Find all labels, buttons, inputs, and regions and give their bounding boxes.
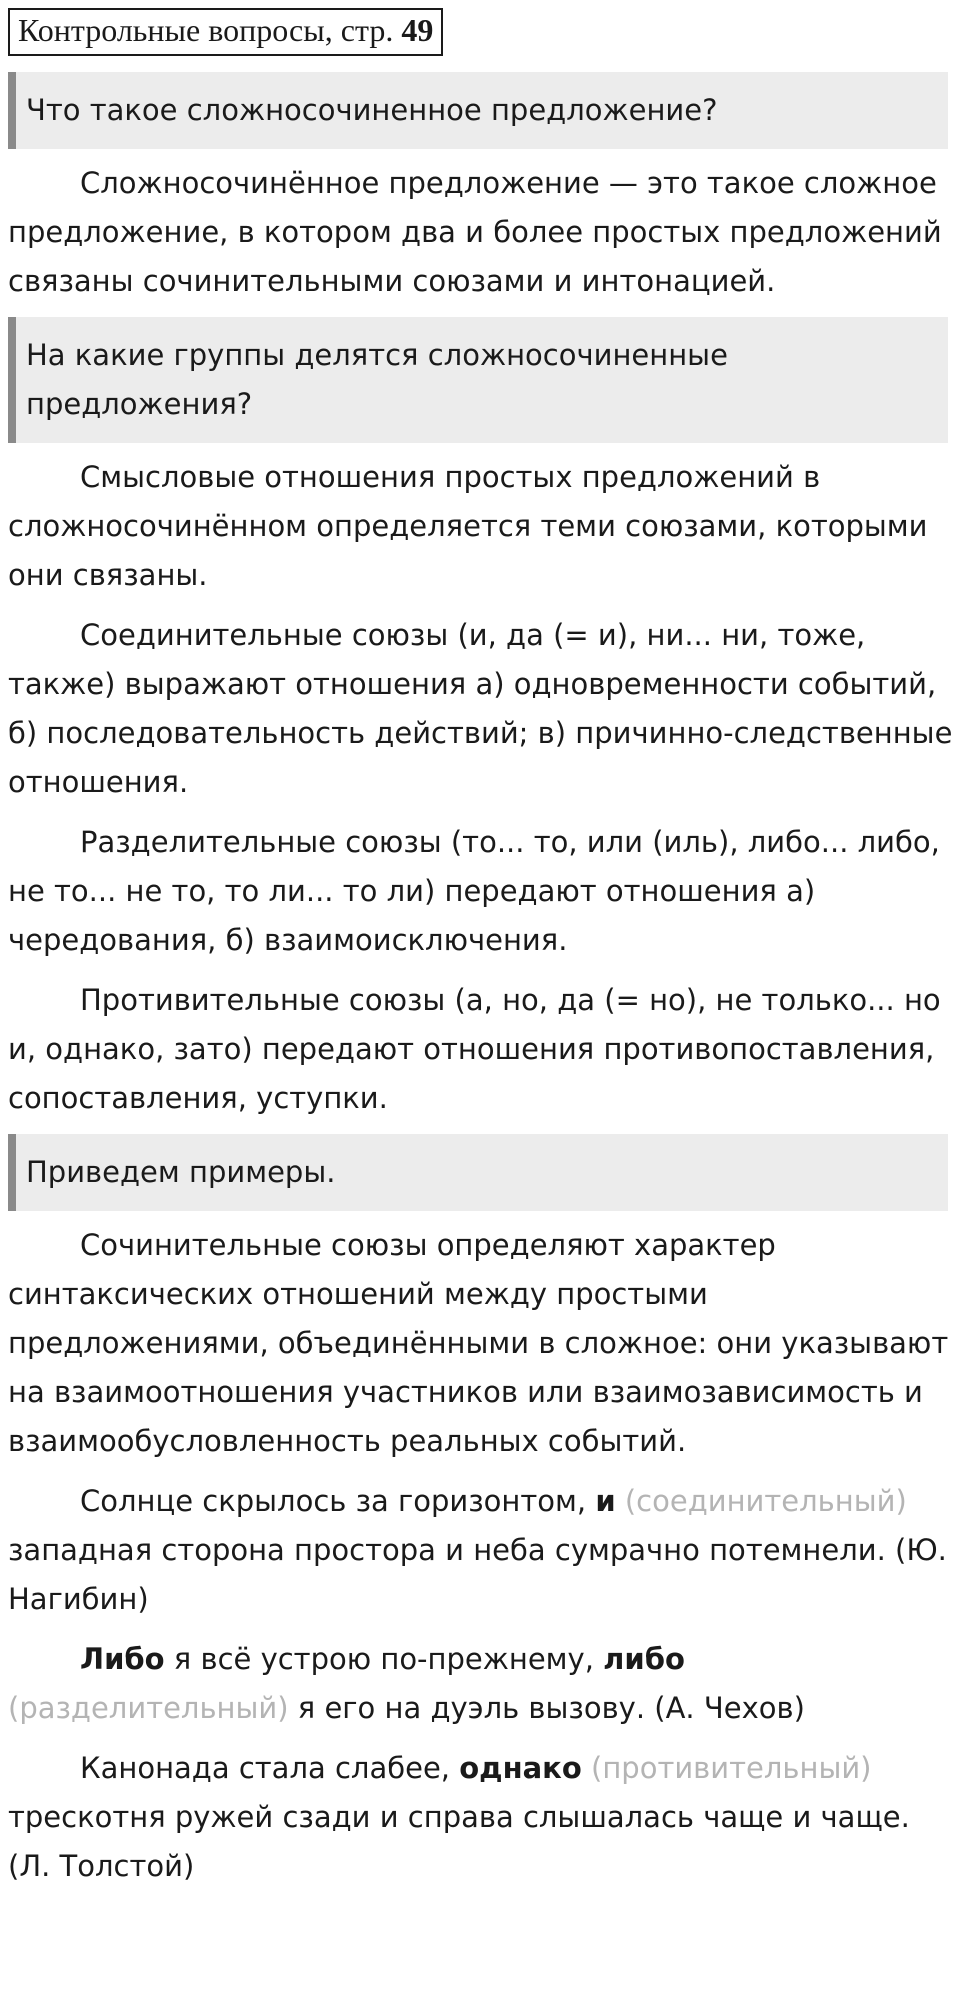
header-title: Контрольные вопросы, стр. (18, 12, 394, 48)
example-1 (8, 1477, 953, 1624)
example-2-conjunction-2: либо (603, 1642, 685, 1676)
question-3: Приведем примеры. (8, 1134, 948, 1211)
example-3-note: (противительный) (581, 1751, 872, 1785)
page-header (8, 8, 443, 56)
example-1-text-a: Солнце скрылось за горизонтом, (80, 1484, 596, 1518)
example-3-conjunction: однако (459, 1751, 582, 1785)
examples-intro: Сочинительные союзы определяют характер синтаксических отношений между простыми предложениями, объединёнными в сложное: они указывают на взаимоотношения участников или взаимозависимость и взаимообусловленность реальных событий. (8, 1228, 949, 1458)
example-1-text-b: западная сторона простора и неба сумрачно потемнели. (Ю. Нагибин) (8, 1533, 947, 1616)
example-3-text-b: трескотня ружей сзади и справа слышалась чаще и чаще. (Л. Толстой) (8, 1800, 910, 1883)
example-3-text-a: Канонада стала слабее, (80, 1751, 460, 1785)
question-1: Что такое сложносочиненное предложение? (8, 72, 948, 149)
example-2-conjunction-1: Либо (80, 1642, 165, 1676)
example-2 (8, 1635, 953, 1733)
answer-2-paragraph-1: Смысловые отношения простых предложений в сложносочинённом определяется теми союзами, которыми они связаны. (8, 460, 928, 592)
answer-2-paragraph-4: Противительные союзы (а, но, да (= но), не только... но и, однако, зато) передают отношения противопоставления, сопоставления, уступки. (8, 983, 941, 1115)
example-3 (8, 1744, 953, 1891)
example-2-note: (разделительный) (8, 1691, 289, 1725)
page-number: 49 (401, 12, 434, 48)
question-2: На какие группы делятся сложносочиненные предложения? (8, 317, 948, 443)
answer-2-paragraph-2: Соединительные союзы (и, да (= и), ни... ни, тоже, также) выражают отношения а) одновременности событий, б) последовательность действий; в) причинно-следственные отношения. (8, 618, 953, 799)
example-2-text-a: я всё устрою по-прежнему, (164, 1642, 604, 1676)
example-1-note: (соединительный) (615, 1484, 907, 1518)
example-2-text-b: я его на дуэль вызову. (А. Чехов) (288, 1691, 805, 1725)
example-1-conjunction: и (595, 1484, 616, 1518)
answer-2-paragraph-3: Разделительные союзы (то... то, или (иль), либо... либо, не то... не то, то ли... то ли) передают отношения а) чередования, б) взаимоисключения. (8, 825, 940, 957)
answer-1: Сложносочинённое предложение — это такое сложное предложение, в котором два и более простых предложений связаны сочинительными союзами и интонацией. (8, 166, 942, 298)
